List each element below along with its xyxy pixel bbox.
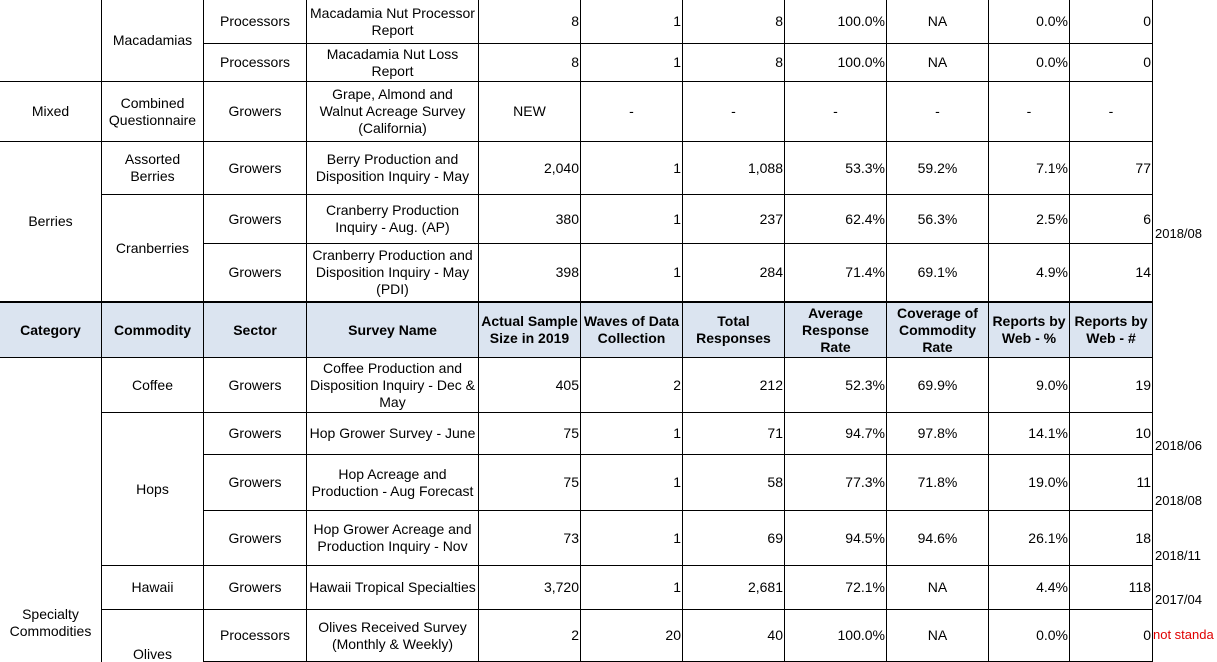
cell-sector: Growers [204, 358, 307, 413]
cell-survey: Cranberry Production Inquiry - Aug. (AP) [307, 195, 479, 244]
cell-avg: - [785, 82, 887, 142]
header-cell-web-num: Reports by Web - # [1070, 302, 1153, 358]
cell-avg: 94.5% [785, 511, 887, 566]
cell-avg: 100.0% [785, 44, 887, 82]
category-cell: Berries [0, 142, 102, 302]
cell-waves: - [581, 82, 683, 142]
cell-survey: Berry Production and Disposition Inquiry - May [307, 142, 479, 195]
side-note: 2018/08 [1155, 493, 1202, 508]
cell-total: 8 [683, 0, 785, 44]
cell-webnum: 0 [1070, 0, 1153, 44]
cell-waves: 1 [581, 413, 683, 455]
cell-webnum: 77 [1070, 142, 1153, 195]
cell-webnum: 18 [1070, 511, 1153, 566]
cell-webpct: 4.9% [989, 244, 1070, 302]
cell-sector: Processors [204, 0, 307, 44]
side-note: 2018/06 [1155, 438, 1202, 453]
cell-sector: Growers [204, 195, 307, 244]
header-cell-waves: Waves of Data Collection [581, 302, 683, 358]
cell-waves: 1 [581, 142, 683, 195]
cell-size: NEW [479, 82, 581, 142]
cell-cov: - [887, 82, 989, 142]
cell-webnum: 19 [1070, 358, 1153, 413]
cell-survey: Hop Grower Acreage and Production Inquiry - Nov [307, 511, 479, 566]
cell-webnum: 14 [1070, 244, 1153, 302]
cell-size: 73 [479, 511, 581, 566]
cell-cov: NA [887, 44, 989, 82]
cell-size: 2 [479, 610, 581, 662]
cell-waves: 1 [581, 511, 683, 566]
cell-waves: 1 [581, 44, 683, 82]
header-cell-commodity: Commodity [102, 302, 204, 358]
cell-webnum: 10 [1070, 413, 1153, 455]
cell-total: 58 [683, 455, 785, 511]
side-note: not standa [1153, 627, 1214, 642]
commodity-cell: Hops [102, 413, 204, 566]
cell-avg: 62.4% [785, 195, 887, 244]
cell-survey: Macadamia Nut Processor Report [307, 0, 479, 44]
category-cell-blank [0, 0, 102, 82]
cell-size: 75 [479, 455, 581, 511]
cell-webpct: 26.1% [989, 511, 1070, 566]
cell-sector: Processors [204, 610, 307, 662]
cell-total: 8 [683, 44, 785, 82]
cell-sector: Growers [204, 244, 307, 302]
cell-waves: 1 [581, 195, 683, 244]
cell-webpct: - [989, 82, 1070, 142]
cell-total: 40 [683, 610, 785, 662]
cell-cov: 94.6% [887, 511, 989, 566]
cell-webpct: 0.0% [989, 0, 1070, 44]
cell-total: 69 [683, 511, 785, 566]
cell-cov: NA [887, 566, 989, 610]
cell-sector: Growers [204, 511, 307, 566]
cell-avg: 72.1% [785, 566, 887, 610]
cell-survey: Hop Acreage and Production - Aug Forecast [307, 455, 479, 511]
cell-avg: 77.3% [785, 455, 887, 511]
commodity-cell: Olives [102, 610, 204, 662]
category-cell: Specialty Commodities [0, 358, 102, 662]
cell-webnum: 118 [1070, 566, 1153, 610]
commodity-cell: Combined Questionnaire [102, 82, 204, 142]
cell-size: 75 [479, 413, 581, 455]
cell-webpct: 0.0% [989, 610, 1070, 662]
commodity-cell: Hawaii [102, 566, 204, 610]
cell-webpct: 2.5% [989, 195, 1070, 244]
cell-webpct: 7.1% [989, 142, 1070, 195]
cell-survey: Hop Grower Survey - June [307, 413, 479, 455]
cell-webnum: 0 [1070, 610, 1153, 662]
header-cell-web-pct: Reports by Web - % [989, 302, 1070, 358]
cell-avg: 94.7% [785, 413, 887, 455]
cell-sector: Processors [204, 44, 307, 82]
cell-waves: 1 [581, 566, 683, 610]
cell-survey: Olives Received Survey (Monthly & Weekly) [307, 610, 479, 662]
cell-webpct: 19.0% [989, 455, 1070, 511]
cell-size: 405 [479, 358, 581, 413]
header-cell-survey-name: Survey Name [307, 302, 479, 358]
category-cell: Mixed [0, 82, 102, 142]
cell-avg: 52.3% [785, 358, 887, 413]
cell-survey: Grape, Almond and Walnut Acreage Survey (California) [307, 82, 479, 142]
cell-sector: Growers [204, 142, 307, 195]
cell-cov: 71.8% [887, 455, 989, 511]
cell-survey: Coffee Production and Disposition Inquiry - Dec & May [307, 358, 479, 413]
cell-webpct: 9.0% [989, 358, 1070, 413]
cell-cov: 69.9% [887, 358, 989, 413]
cell-webnum: - [1070, 82, 1153, 142]
side-note: 2018/08 [1155, 226, 1202, 241]
cell-size: 380 [479, 195, 581, 244]
cell-total: 71 [683, 413, 785, 455]
header-cell-avg-response: Average Response Rate [785, 302, 887, 358]
cell-webpct: 14.1% [989, 413, 1070, 455]
commodity-cell: Cranberries [102, 195, 204, 302]
cell-total: 1,088 [683, 142, 785, 195]
cell-size: 8 [479, 0, 581, 44]
cell-sector: Growers [204, 413, 307, 455]
cell-total: 284 [683, 244, 785, 302]
cell-total: 237 [683, 195, 785, 244]
cell-size: 3,720 [479, 566, 581, 610]
cell-waves: 1 [581, 244, 683, 302]
cell-total: 212 [683, 358, 785, 413]
cell-total: 2,681 [683, 566, 785, 610]
cell-size: 398 [479, 244, 581, 302]
cell-waves: 20 [581, 610, 683, 662]
cell-size: 2,040 [479, 142, 581, 195]
header-cell-coverage: Coverage of Commodity Rate [887, 302, 989, 358]
cell-survey: Macadamia Nut Loss Report [307, 44, 479, 82]
cell-sector: Growers [204, 566, 307, 610]
cell-survey: Hawaii Tropical Specialties [307, 566, 479, 610]
cell-webnum: 11 [1070, 455, 1153, 511]
cell-cov: 69.1% [887, 244, 989, 302]
cell-webnum: 6 [1070, 195, 1153, 244]
cell-sector: Growers [204, 455, 307, 511]
commodity-cell: Coffee [102, 358, 204, 413]
cell-sector: Growers [204, 82, 307, 142]
cell-avg: 71.4% [785, 244, 887, 302]
cell-waves: 1 [581, 455, 683, 511]
cell-cov: NA [887, 0, 989, 44]
cell-avg: 100.0% [785, 610, 887, 662]
cell-total: - [683, 82, 785, 142]
cell-waves: 1 [581, 0, 683, 44]
cell-webnum: 0 [1070, 44, 1153, 82]
cell-cov: 59.2% [887, 142, 989, 195]
cell-cov: NA [887, 610, 989, 662]
cell-avg: 53.3% [785, 142, 887, 195]
cell-survey: Cranberry Production and Disposition Inquiry - May (PDI) [307, 244, 479, 302]
side-note: 2017/04 [1155, 592, 1202, 607]
cell-avg: 100.0% [785, 0, 887, 44]
side-note: 2018/11 [1155, 548, 1202, 563]
cell-webpct: 4.4% [989, 566, 1070, 610]
cell-cov: 56.3% [887, 195, 989, 244]
cell-cov: 97.8% [887, 413, 989, 455]
cell-waves: 2 [581, 358, 683, 413]
header-cell-sector: Sector [204, 302, 307, 358]
commodity-cell: Macadamias [102, 0, 204, 82]
header-cell-sample-size: Actual Sample Size in 2019 [479, 302, 581, 358]
cell-size: 8 [479, 44, 581, 82]
header-cell-category: Category [0, 302, 102, 358]
cell-webpct: 0.0% [989, 44, 1070, 82]
header-cell-total-responses: Total Responses [683, 302, 785, 358]
commodity-cell: Assorted Berries [102, 142, 204, 195]
